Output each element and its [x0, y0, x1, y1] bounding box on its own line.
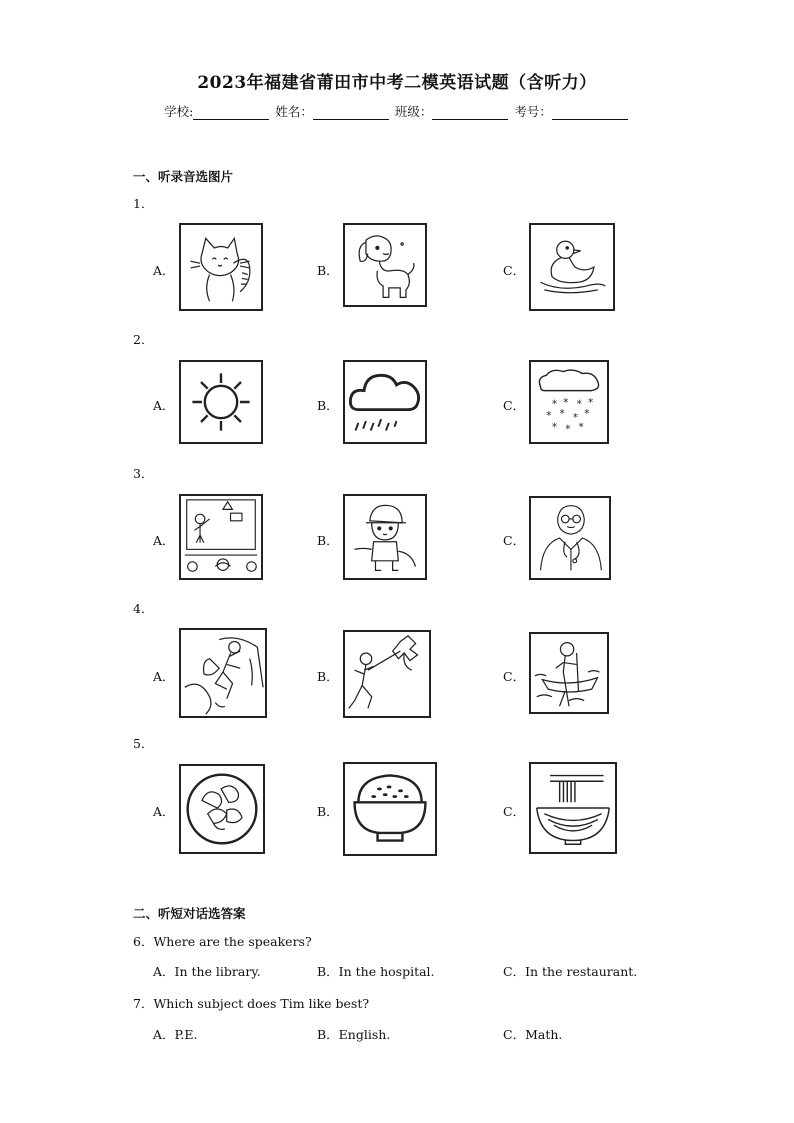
answer-option[interactable]: B．In the hospital. [317, 964, 435, 979]
sun-icon[interactable] [179, 360, 263, 444]
name-blank[interactable] [313, 105, 389, 120]
question-text: Which subject does Tim like best? [153, 996, 370, 1011]
class-label: 班级： [394, 104, 433, 119]
svg-text:*: * [572, 412, 579, 424]
question-number: 6． [133, 934, 154, 949]
doctor-icon[interactable] [529, 496, 611, 580]
school-blank[interactable] [193, 105, 269, 120]
svg-text:*: * [551, 398, 558, 411]
answer-option[interactable]: C．Math. [503, 1027, 563, 1042]
question-6 [133, 932, 312, 950]
boating-icon[interactable] [529, 632, 609, 714]
answer-option[interactable]: C．In the restaurant. [503, 964, 638, 979]
question-number: 5． [133, 736, 154, 751]
noodles-icon[interactable] [529, 762, 617, 854]
option-letter: B． [317, 263, 339, 278]
section-2-title: 二、听短对话选答案 [133, 906, 246, 921]
kite-flying-icon[interactable] [343, 630, 431, 718]
question-number: 2． [133, 332, 154, 347]
school-label: 学校: [164, 104, 194, 119]
svg-text:*: * [546, 410, 552, 423]
name-label: 姓名： [275, 104, 313, 119]
option-letter: B． [317, 804, 339, 819]
svg-text:*: * [576, 398, 582, 411]
option-letter: C． [503, 263, 526, 278]
answer-option[interactable]: B．English. [317, 1027, 391, 1042]
option-letter: A． [153, 263, 175, 278]
question-7 [133, 994, 369, 1012]
snow-cloud-icon[interactable] [529, 360, 609, 444]
duck-icon[interactable] [529, 223, 615, 311]
svg-text:*: * [563, 396, 569, 409]
option-letter: A． [153, 804, 175, 819]
svg-text:*: * [578, 421, 584, 434]
svg-text:*: * [559, 408, 565, 421]
question-number: 1． [133, 196, 154, 211]
question-number: 4． [133, 601, 154, 616]
answer-option[interactable]: A．In the library. [153, 964, 261, 979]
option-letter: C． [503, 398, 526, 413]
rice-bowl-icon[interactable] [343, 762, 437, 856]
section-1-title: 一、听录音选图片 [133, 169, 234, 184]
class-blank[interactable] [432, 105, 508, 120]
option-letter: A． [153, 533, 175, 548]
rain-cloud-icon[interactable] [343, 360, 427, 444]
firefighter-icon[interactable] [343, 494, 427, 580]
option-letter: A． [153, 398, 175, 413]
option-letter: C． [503, 669, 526, 684]
svg-text:*: * [588, 396, 594, 409]
page-title: 2023年福建省莆田市中考二模英语试题（含听力） [197, 73, 597, 93]
cat-icon[interactable] [179, 223, 263, 311]
answer-option[interactable]: A．P.E. [153, 1027, 198, 1042]
option-letter: C． [503, 804, 526, 819]
svg-text:*: * [565, 423, 571, 436]
dumplings-icon[interactable] [179, 764, 265, 854]
question-number: 3． [133, 466, 154, 481]
student-info-line [0, 102, 794, 120]
option-letter: B． [317, 669, 339, 684]
exam-no-label: 考号： [514, 104, 552, 119]
exam-no-blank[interactable] [552, 105, 628, 120]
svg-text:*: * [584, 408, 590, 421]
option-letter: B． [317, 398, 339, 413]
climbing-icon[interactable] [179, 628, 267, 718]
option-letter: C． [503, 533, 526, 548]
question-text: Where are the speakers? [153, 934, 312, 949]
dog-icon[interactable] [343, 223, 427, 307]
question-number: 7． [133, 996, 154, 1011]
svg-text:*: * [551, 421, 558, 434]
teacher-icon[interactable] [179, 494, 263, 580]
option-letter: B． [317, 533, 339, 548]
option-letter: A． [153, 669, 175, 684]
